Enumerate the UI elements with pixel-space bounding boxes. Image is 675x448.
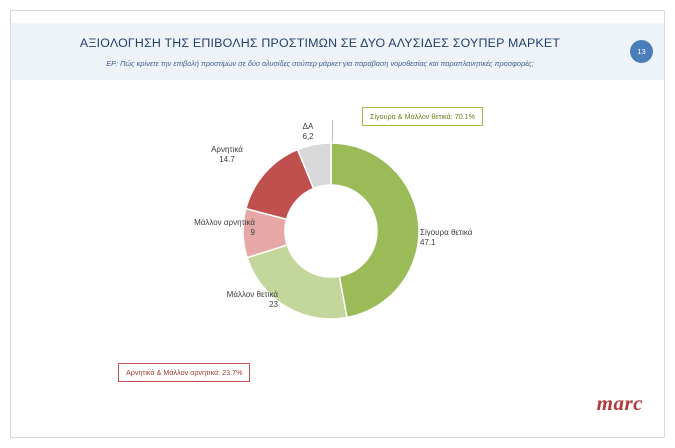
datalabel-value: 14.7 — [219, 155, 235, 165]
datalabel-name: Σίγουρα θετικά — [420, 228, 473, 237]
datalabel-mallon-arnitika — [170, 218, 255, 238]
datalabel-arnitika — [182, 145, 272, 165]
marc-logo: marc — [596, 391, 643, 415]
page-title: ΑΞΙΟΛΟΓΗΣΗ ΤΗΣ ΕΠΙΒΟΛΗΣ ΠΡΟΣΤΙΜΩΝ ΣΕ ΔΥΟ ΑΛΥΣΙΔΕΣ ΣΟΥΠΕΡ ΜΑΡΚΕΤ — [79, 36, 561, 50]
callout-negative: Αρνητικά & Μάλλον αρνητικά: 23.7% — [118, 363, 250, 382]
slide-number-badge: 13 — [630, 40, 653, 63]
datalabel-value: 23 — [269, 300, 278, 310]
donut-slice — [331, 143, 419, 318]
page-subtitle: ΕΡ: Πώς κρίνετε την επιβολή προστίμων σε δύο αλυσίδες σούπερ μάρκετ για παράβαση νομοθεσίας και παραπλανητικές προσφορές; — [106, 59, 534, 68]
datalabel-da — [283, 122, 333, 142]
callout-positive: Σίγουρα & Μάλλον θετικά: 70.1% — [362, 107, 483, 126]
header-band — [11, 23, 664, 80]
datalabel-value: 47.1 — [420, 238, 436, 248]
datalabel-name: Μάλλον αρνητικά — [194, 218, 255, 227]
datalabel-value: 6,2 — [302, 132, 314, 142]
datalabel-name: Αρνητικά — [211, 145, 243, 154]
datalabel-value: 9 — [250, 228, 255, 238]
datalabel-sigoura-thetika — [420, 228, 472, 248]
datalabel-name: Μάλλον θετικά — [226, 290, 278, 299]
datalabel-mallon-thetika — [168, 290, 278, 310]
datalabel-name: ΔΑ — [302, 122, 314, 131]
